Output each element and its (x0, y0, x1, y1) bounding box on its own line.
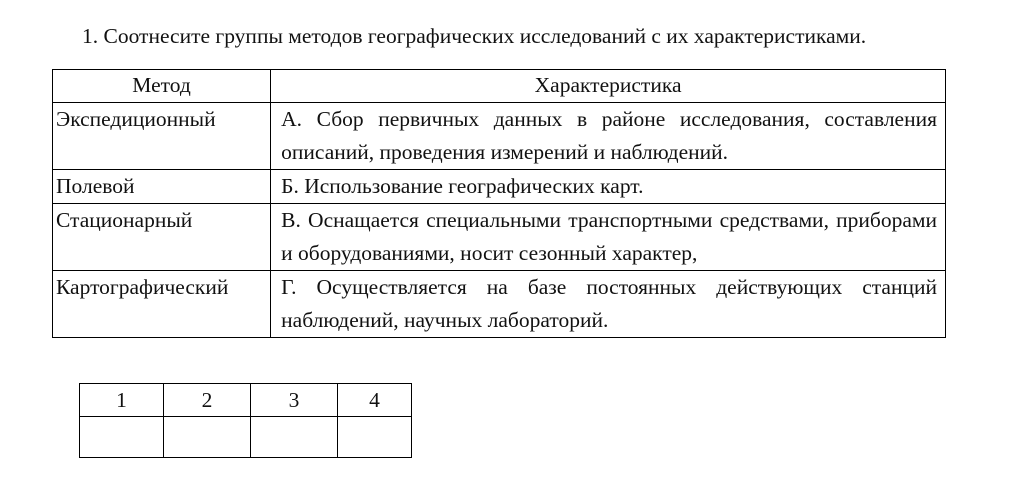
description-cell: В. Оснащается специальными транспортными средствами, приборами и оборудованиями, носит сезонный характер, (271, 204, 946, 271)
answer-number-3: 3 (251, 384, 338, 417)
method-cell: Экспедиционный (53, 103, 271, 170)
method-cell: Полевой (53, 170, 271, 204)
answer-input-row (80, 417, 412, 458)
answer-cell-4[interactable] (338, 417, 412, 458)
table-row (53, 271, 946, 338)
method-cell: Стационарный (53, 204, 271, 271)
table-row (53, 103, 946, 170)
table-row (53, 170, 946, 204)
answer-number-2: 2 (164, 384, 251, 417)
description-cell: А. Сбор первичных данных в районе исследования, составления описаний, проведения измерений и наблюдений. (271, 103, 946, 170)
methods-table (52, 69, 946, 338)
answer-cell-3[interactable] (251, 417, 338, 458)
answer-header-row (80, 384, 412, 417)
table-header-row (53, 70, 946, 103)
description-cell: Б. Использование географических карт. (271, 170, 946, 204)
answer-cell-2[interactable] (164, 417, 251, 458)
header-characteristic: Характеристика (271, 70, 946, 103)
table-row (53, 204, 946, 271)
answer-number-1: 1 (80, 384, 164, 417)
description-cell: Г. Осуществляется на базе постоянных действующих станций наблюдений, научных лабораторий. (271, 271, 946, 338)
task-title: 1. Соотнесите группы методов географических исследований с их характеристиками. (82, 24, 867, 48)
header-method: Метод (53, 70, 271, 103)
answer-number-4: 4 (338, 384, 412, 417)
answer-table (79, 383, 412, 458)
answer-cell-1[interactable] (80, 417, 164, 458)
method-cell: Картографический (53, 271, 271, 338)
